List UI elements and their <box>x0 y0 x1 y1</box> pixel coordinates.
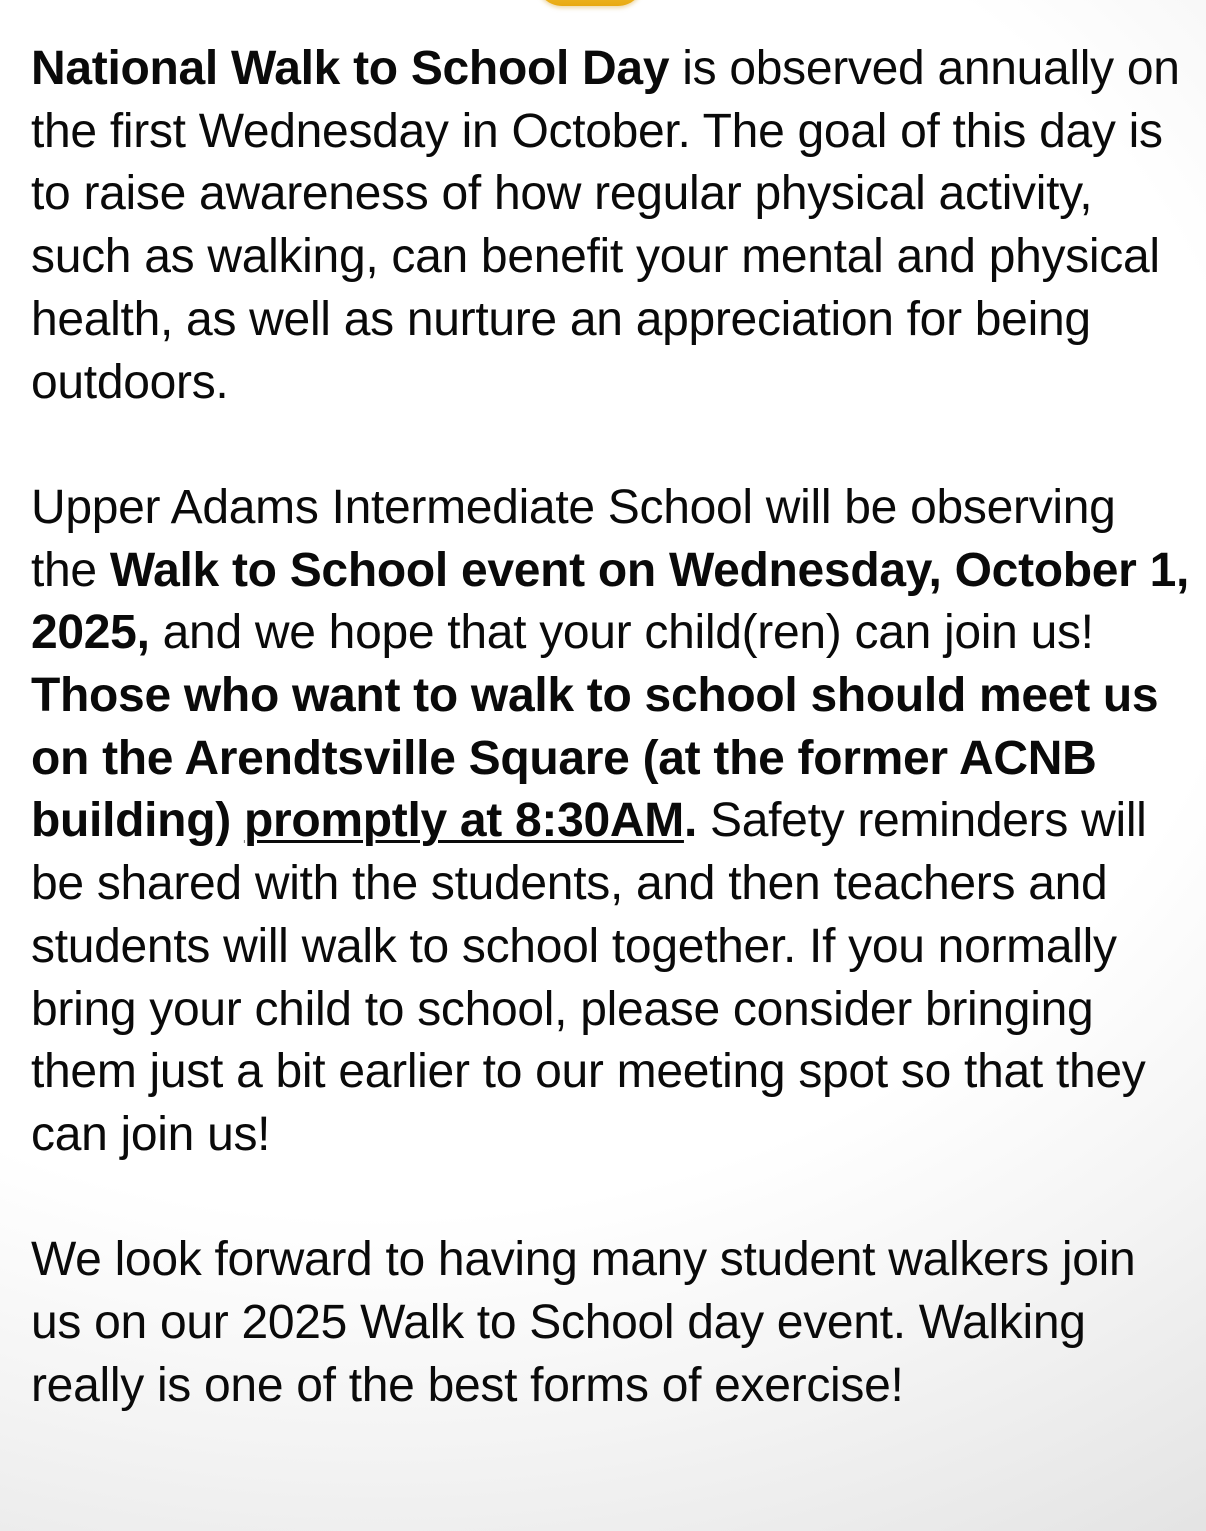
intro-text: is observed annually on the first Wednesday in October. The goal of this day is to raise awareness of how regular physical activity, such as walking, can benefit your mental and physical health, as well as nurture an appreciation for being outdoors. <box>31 42 1180 409</box>
details-intro: Upper Adams Intermediate School will be observing the <box>31 480 1116 597</box>
meeting-time: promptly at 8:30AM <box>243 794 684 848</box>
paragraph-details <box>31 477 1191 1167</box>
meeting-location: Those who want to walk to school should meet us on the Arendtsville Square (at the former ACNB building) <box>31 669 1159 848</box>
paragraph-intro <box>31 38 1191 414</box>
details-mid: and we hope that your child(ren) can join us! <box>149 606 1094 660</box>
paragraph-closing <box>31 1229 1191 1417</box>
announcement-body <box>31 38 1191 1417</box>
closing-text: We look forward to having many student walkers join us on our 2025 Walk to School day event. Walking really is one of the best forms of exercise! <box>31 1233 1136 1412</box>
meeting-period: . <box>683 794 697 848</box>
event-name: National Walk to School Day <box>31 42 670 95</box>
event-date: Walk to School event on Wednesday, October 1, 2025, <box>31 543 1190 660</box>
details-rest: Safety reminders will be shared with the students, and then teachers and students will walk to school together. If you normally bring your child to school, please consider bringing them just a bit earlier to our meeting spot so that they can join us! <box>31 794 1147 1161</box>
top-emblem-icon <box>536 0 644 6</box>
